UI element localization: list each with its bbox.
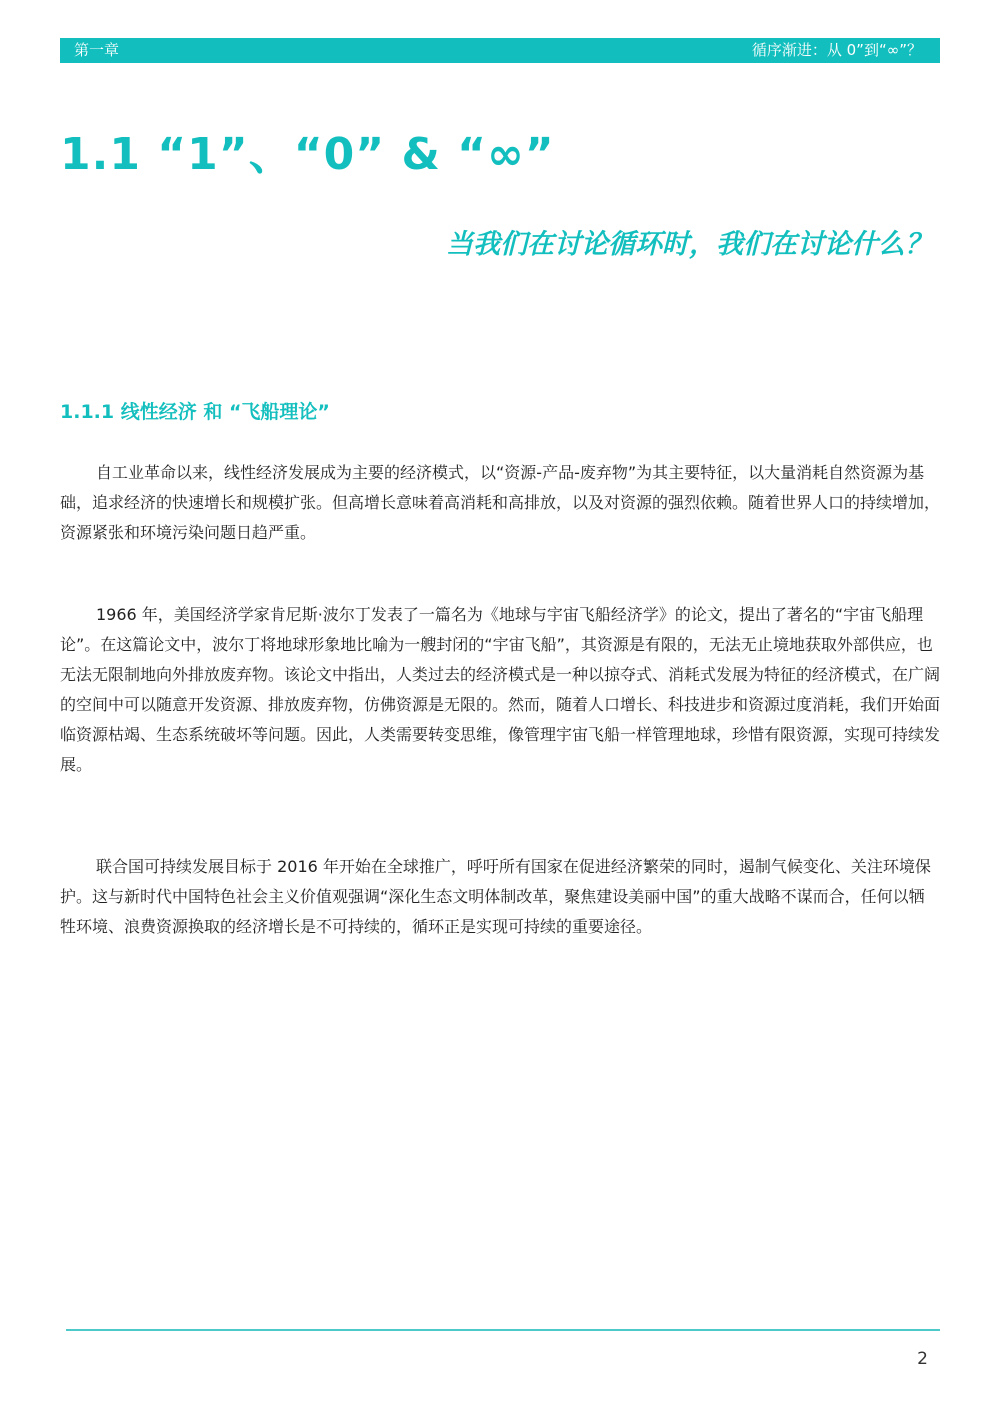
- book-title: 循序渐进：从 0”到“∞”？: [751, 41, 922, 59]
- paragraph-1: 自工业革命以来，线性经济发展成为主要的经济模式，以“资源-产品-废弃物”为其主要特征，以大量消耗自然资源为基础，追求经济的快速增长和规模扩张。但高增长意味着高消耗和高排放，以及对资源的强烈依赖。随着世界人口的持续增加，资源紧张和环境污染问题日趋严重。: [60, 463, 941, 542]
- paragraph-3: 联合国可持续发展目标于 2016 年开始在全球推广，呼吁所有国家在促进经济繁荣的同时，遏制气候变化、关注环境保护。这与新时代中国特色社会主义价值观强调“深化生态文明体制改革，聚焦建设美丽中国”的重大战略不谋而合，任何以牺牲环境、浪费资源换取的经济增长是不可持续的，循环正是实现可持续的重要途径。: [60, 857, 931, 936]
- page-title: 1.1 “1”、“0” & “∞”: [60, 129, 555, 180]
- footer-divider: [66, 1329, 940, 1331]
- paragraph-2: 1966 年，美国经济学家肯尼斯·波尔丁发表了一篇名为《地球与宇宙飞船经济学》的论文，提出了著名的“宇宙飞船理论”。在这篇论文中，波尔丁将地球形象地比喻为一艘封闭的“宇宙飞船”，其资源是有限的，无法无止境地获取外部供应，也无法无限制地向外排放废弃物。该论文中指出，人类过去的经济模式是一种以掠夺式、消耗式发展为特征的经济模式，在广阔的空间中可以随意开发资源、排放废弃物，仿佛资源是无限的。然而，随着人口增长、科技进步和资源过度消耗，我们开始面临资源枯竭、生态系统破坏等问题。因此，人类需要转变思维，像管理宇宙飞船一样管理地球，珍惜有限资源，实现可持续发展。: [60, 605, 941, 774]
- header-bar: [60, 38, 940, 63]
- page-number: 2: [917, 1349, 928, 1369]
- section-heading: 1.1.1 线性经济 和 “飞船理论”: [60, 401, 330, 423]
- page-subtitle: 当我们在讨论循环时，我们在讨论什么？: [446, 229, 932, 260]
- chapter-label: 第一章: [74, 41, 120, 59]
